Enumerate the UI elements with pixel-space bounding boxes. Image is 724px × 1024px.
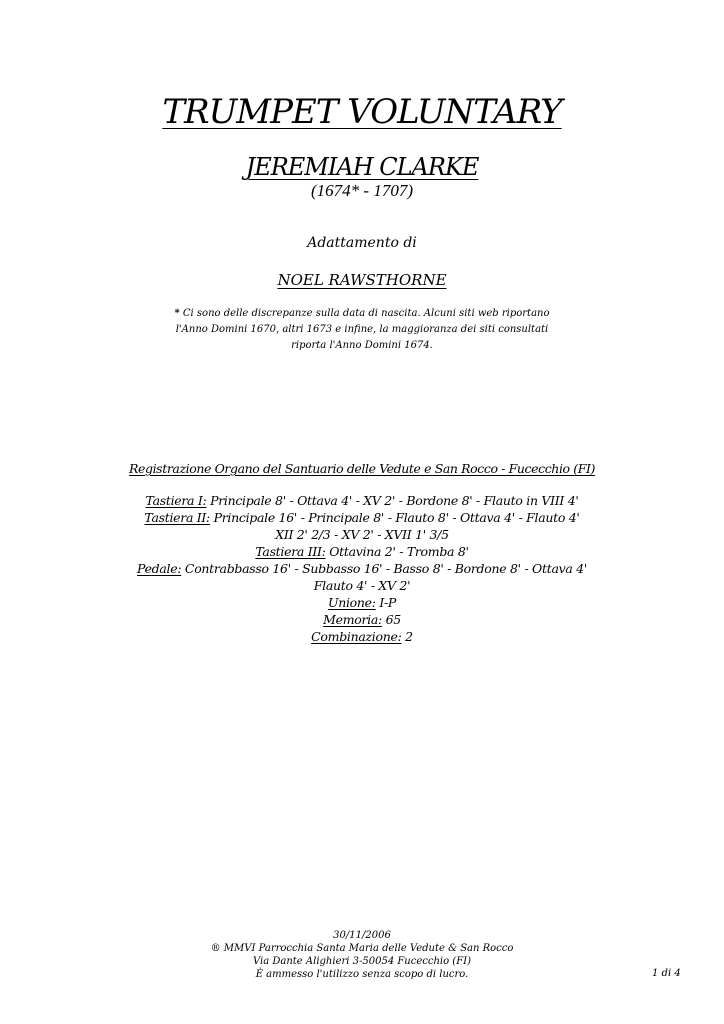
page-number: 1 di 4: [652, 968, 681, 979]
note-marker: *: [174, 308, 180, 319]
footer-license: È ammesso l'utilizzo senza scopo di lucro.: [255, 969, 469, 980]
memoria-label: Memoria:: [323, 612, 382, 627]
memoria-value: 65: [381, 612, 401, 627]
registration-list: [0, 492, 724, 645]
tastiera-3-label: Tastiera III:: [255, 544, 326, 559]
combinazione-row: [0, 628, 724, 645]
adaptation-label: Adattamento di: [307, 235, 417, 251]
tastiera-1-value: Principale 8' - Ottava 4' - XV 2' - Bordone 8' - Flauto in VIII 4': [206, 493, 579, 508]
page-footer: [0, 929, 724, 981]
combinazione-value: 2: [401, 629, 413, 644]
birth-date-note: [0, 306, 724, 354]
pedale-value: Contrabbasso 16' - Subbasso 16' - Basso 8' - Bordone 8' - Ottava 4': [181, 561, 587, 576]
pedale-row: [0, 560, 724, 577]
note-line-3: riporta l'Anno Domini 1674.: [291, 340, 433, 351]
footer-address: Via Dante Alighieri 3-50054 Fucecchio (FI): [252, 956, 471, 967]
note-line-2: l'Anno Domini 1670, altri 1673 e infine, la maggioranza dei siti consultati: [175, 324, 549, 335]
memoria-row: [0, 611, 724, 628]
tastiera-2-label: Tastiera II:: [144, 510, 210, 525]
footer-date: 30/11/2006: [333, 930, 391, 941]
arranger-name: NOEL RAWSTHORNE: [277, 271, 447, 289]
unione-label: Unione:: [327, 595, 376, 610]
tastiera-1-label: Tastiera I:: [145, 493, 207, 508]
tastiera-3-row: [0, 543, 724, 560]
tastiera-3-value: Ottavina 2' - Tromba 8': [325, 544, 469, 559]
pedale-label: Pedale:: [137, 561, 182, 576]
composer-dates: (1674* - 1707): [311, 181, 413, 200]
footer-copyright: ® MMVI Parrocchia Santa Maria delle Vedute & San Rocco: [210, 943, 514, 954]
note-line-1: Ci sono delle discrepanze sulla data di nascita. Alcuni siti web riportano: [179, 308, 550, 319]
tastiera-2-value: Principale 16' - Principale 8' - Flauto 8' - Ottava 4' - Flauto 4': [209, 510, 580, 525]
registration-title: Registrazione Organo del Santuario delle Vedute e San Rocco - Fucecchio (FI): [128, 461, 596, 476]
tastiera-1-row: [0, 492, 724, 509]
composer-name: JEREMIAH CLARKE: [245, 153, 479, 181]
pedale-continuation: Flauto 4' - XV 2': [313, 578, 411, 593]
combinazione-label: Combinazione:: [311, 629, 402, 644]
tastiera-2-row: [0, 509, 724, 526]
unione-value: I-P: [375, 595, 397, 610]
unione-row: [0, 594, 724, 611]
document-title: TRUMPET VOLUNTARY: [162, 92, 562, 132]
tastiera-2-continuation: XII 2' 2/3 - XV 2' - XVII 1' 3/5: [275, 527, 449, 542]
